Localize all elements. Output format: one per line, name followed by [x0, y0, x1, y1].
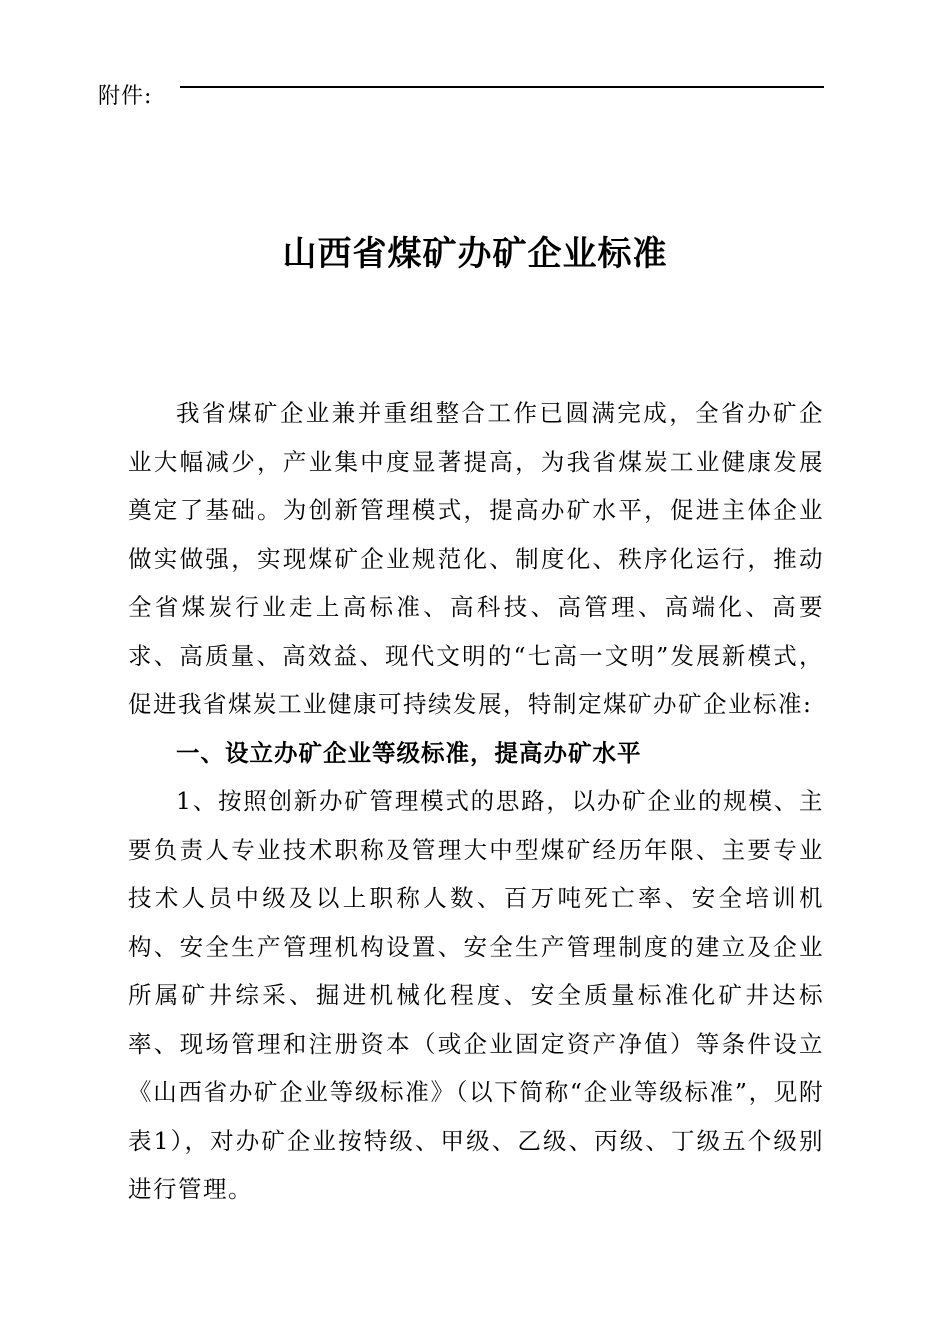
intro-paragraph: 我省煤矿企业兼并重组整合工作已圆满完成，全省办矿企业大幅减少，产业集中度显著提高，为我省煤炭工业健康发展奠定了基础。为创新管理模式，提高办矿水平，促进主体企业做实做强，实现煤矿企业规范化、制度化、秩序化运行，推动全省煤炭行业走上高标准、高科技、高管理、高端化、高要求、高质量、高效益、现代文明的“七高一文明”发展新模式，促进我省煤炭工业健康可持续发展，特制定煤矿办矿企业标准:: [128, 399, 824, 718]
section-paragraph: 1、按照创新办矿管理模式的思路，以办矿企业的规模、主要负责人专业技术职称及管理大中型煤矿经历年限、主要专业技术人员中级及以上职称人数、百万吨死亡率、安全培训机构、安全生产管理机构设置、安全生产管理制度的建立及企业所属矿井综采、掘进机械化程度、安全质量标准化矿井达标率、现场管理和注册资本（或企业固定资产净值）等条件设立《山西省办矿企业等级标准》（以下简称“企业等级标准”，见附表1），对办矿企业按特级、甲级、乙级、丙级、丁级五个级别进行管理。: [128, 787, 824, 1203]
document-title: 山西省煤矿办矿企业标准: [282, 234, 668, 274]
header-rule: [180, 86, 824, 88]
document-body: [128, 389, 824, 1214]
section-heading: 一、设立办矿企业等级标准，提高办矿水平: [176, 738, 642, 767]
attachment-label: 附件:: [98, 84, 153, 109]
